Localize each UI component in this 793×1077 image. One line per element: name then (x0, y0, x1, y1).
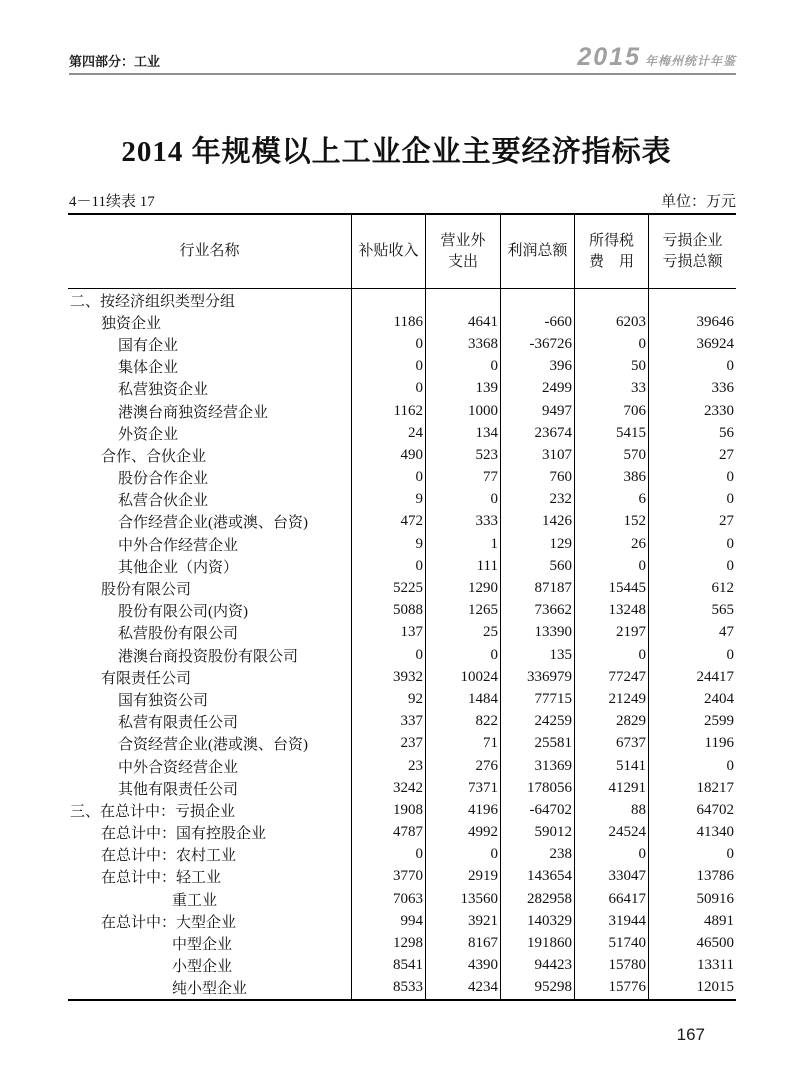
value-cell: 50916 (648, 888, 736, 910)
value-cell: 4390 (425, 955, 500, 977)
industry-name-cell: 在总计中：国有控股企业 (101, 826, 267, 843)
industry-name-cell: 中型企业 (172, 937, 233, 954)
value-cell: 0 (351, 844, 425, 866)
value-cell: 27 (648, 444, 736, 466)
value-cell: 13560 (425, 888, 500, 910)
industry-name-cell: 中外合作经营企业 (118, 537, 239, 554)
value-cell: 25 (425, 622, 500, 644)
value-cell: 1 (425, 533, 500, 555)
value-cell: 0 (574, 644, 648, 666)
value-cell: 15445 (574, 577, 648, 599)
table-row (68, 577, 736, 599)
value-cell: 0 (351, 555, 425, 577)
table-row (68, 600, 736, 622)
table-row (68, 866, 736, 888)
industry-name-cell: 其他有限责任公司 (118, 781, 239, 798)
value-cell: 4196 (425, 799, 500, 821)
value-cell: 0 (351, 333, 425, 355)
table-row (68, 844, 736, 866)
value-cell: 33047 (574, 866, 648, 888)
value-cell: 15776 (574, 977, 648, 999)
value-cell: 51740 (574, 932, 648, 954)
industry-name-cell: 国有独资公司 (118, 692, 209, 709)
value-cell: 3242 (351, 777, 425, 799)
value-cell: 0 (574, 844, 648, 866)
industry-name-cell: 股份有限公司(内资) (118, 604, 248, 621)
value-cell (574, 289, 648, 311)
value-cell: 8533 (351, 977, 425, 999)
value-cell: 4891 (648, 910, 736, 932)
value-cell: 0 (351, 644, 425, 666)
value-cell: 71 (425, 733, 500, 755)
industry-name-cell: 在总计中：农村工业 (101, 848, 237, 865)
table-row (68, 356, 736, 378)
value-cell: 6 (574, 489, 648, 511)
value-cell: 39646 (648, 311, 736, 333)
value-cell: 2829 (574, 711, 648, 733)
col-header-loss-amount: 亏损企业 亏损总额 (648, 215, 736, 288)
value-cell: 3770 (351, 866, 425, 888)
table-row (68, 910, 736, 932)
value-cell: 0 (648, 844, 736, 866)
value-cell: 31944 (574, 910, 648, 932)
value-cell: 5141 (574, 755, 648, 777)
value-cell: 396 (500, 356, 574, 378)
value-cell: 237 (351, 733, 425, 755)
value-cell: 135 (500, 644, 574, 666)
value-cell: 36924 (648, 333, 736, 355)
value-cell: 0 (425, 356, 500, 378)
logo-year: 2015 (577, 43, 641, 71)
value-cell: 4641 (425, 311, 500, 333)
value-cell: 0 (425, 844, 500, 866)
value-cell: 140329 (500, 910, 574, 932)
industry-name-cell: 二、按经济组织类型分组 (70, 293, 236, 310)
logo-suffix: 年梅州统计年鉴 (644, 54, 736, 68)
value-cell: 77 (425, 467, 500, 489)
table-row (68, 555, 736, 577)
value-cell: 50 (574, 356, 648, 378)
industry-name-cell: 合作经营企业(港或澳、台资) (118, 515, 308, 532)
value-cell: 2499 (500, 378, 574, 400)
value-cell: 0 (351, 467, 425, 489)
table-row (68, 511, 736, 533)
value-cell: 64702 (648, 799, 736, 821)
value-cell: 7371 (425, 777, 500, 799)
value-cell: 276 (425, 755, 500, 777)
value-cell: 0 (351, 378, 425, 400)
value-cell: 822 (425, 711, 500, 733)
value-cell: 111 (425, 555, 500, 577)
value-cell: 56 (648, 422, 736, 444)
value-cell: 1426 (500, 511, 574, 533)
industry-name-cell: 独资企业 (101, 315, 162, 332)
value-cell: 0 (648, 356, 736, 378)
value-cell: 9497 (500, 400, 574, 422)
value-cell: 27 (648, 511, 736, 533)
value-cell: 5088 (351, 600, 425, 622)
value-cell: 336979 (500, 666, 574, 688)
industry-name-cell: 中外合资经营企业 (118, 759, 239, 776)
value-cell: 0 (648, 533, 736, 555)
value-cell: 2197 (574, 622, 648, 644)
value-cell: 33 (574, 378, 648, 400)
value-cell: 2919 (425, 866, 500, 888)
value-cell: 13311 (648, 955, 736, 977)
value-cell: 95298 (500, 977, 574, 999)
value-cell: 3368 (425, 333, 500, 355)
value-cell: 46500 (648, 932, 736, 954)
value-cell: 73662 (500, 600, 574, 622)
unit-label: 单位：万元 (660, 194, 736, 210)
value-cell: 232 (500, 489, 574, 511)
value-cell: 0 (425, 644, 500, 666)
col-header-subsidy-income: 补贴收入 (351, 215, 425, 288)
value-cell: 13786 (648, 866, 736, 888)
industry-name-cell: 私营有限责任公司 (118, 715, 239, 732)
value-cell: 31369 (500, 755, 574, 777)
industry-name-cell: 股份合作企业 (118, 471, 209, 488)
table-body (68, 289, 736, 999)
table-row (68, 422, 736, 444)
value-cell: 24417 (648, 666, 736, 688)
value-cell: 9 (351, 489, 425, 511)
industry-name-cell: 私营股份有限公司 (118, 626, 239, 643)
value-cell: 41291 (574, 777, 648, 799)
value-cell: 139 (425, 378, 500, 400)
value-cell: 3107 (500, 444, 574, 466)
value-cell: 0 (648, 489, 736, 511)
value-cell: 1298 (351, 932, 425, 954)
value-cell: 0 (648, 467, 736, 489)
table-row (68, 444, 736, 466)
industry-name-cell: 在总计中：大型企业 (101, 914, 237, 931)
table-row (68, 711, 736, 733)
value-cell: 337 (351, 711, 425, 733)
value-cell: 0 (648, 644, 736, 666)
value-cell (648, 289, 736, 311)
value-cell: 7063 (351, 888, 425, 910)
industry-name-cell: 集体企业 (118, 360, 179, 377)
value-cell: 21249 (574, 688, 648, 710)
table-row (68, 289, 736, 311)
value-cell: 612 (648, 577, 736, 599)
value-cell: 4234 (425, 977, 500, 999)
value-cell: 1162 (351, 400, 425, 422)
industry-name-cell: 重工业 (172, 892, 218, 909)
value-cell: 0 (351, 356, 425, 378)
value-cell: 94423 (500, 955, 574, 977)
col-header-industry-name: 行业名称 (179, 243, 240, 259)
table-row (68, 467, 736, 489)
industry-name-cell: 其他企业（内资） (118, 559, 239, 576)
table-row (68, 311, 736, 333)
value-cell: 23 (351, 755, 425, 777)
value-cell: 143654 (500, 866, 574, 888)
value-cell: 1265 (425, 600, 500, 622)
value-cell: 2404 (648, 688, 736, 710)
section-label: 第四部分：工业 (69, 54, 161, 69)
table-row (68, 755, 736, 777)
value-cell: 134 (425, 422, 500, 444)
value-cell: 333 (425, 511, 500, 533)
value-cell: 6203 (574, 311, 648, 333)
industry-name-cell: 合资经营企业(港或澳、台资) (118, 737, 308, 754)
table-row (68, 622, 736, 644)
value-cell (425, 289, 500, 311)
industry-name-cell: 国有企业 (118, 337, 179, 354)
table-row (68, 533, 736, 555)
industry-name-cell: 合作、合伙企业 (101, 448, 207, 465)
value-cell: 25581 (500, 733, 574, 755)
value-cell: -64702 (500, 799, 574, 821)
value-cell: 490 (351, 444, 425, 466)
page-header (69, 40, 736, 75)
value-cell: 8541 (351, 955, 425, 977)
value-cell: 238 (500, 844, 574, 866)
value-cell: 570 (574, 444, 648, 466)
value-cell: 560 (500, 555, 574, 577)
value-cell: 26 (574, 533, 648, 555)
table-row (68, 977, 736, 999)
value-cell (500, 289, 574, 311)
value-cell: 3921 (425, 910, 500, 932)
value-cell: 5225 (351, 577, 425, 599)
value-cell: 59012 (500, 822, 574, 844)
value-cell (351, 289, 425, 311)
industry-name-cell: 港澳台商投资股份有限公司 (118, 648, 299, 665)
table-row (68, 733, 736, 755)
value-cell: 2330 (648, 400, 736, 422)
value-cell: 15780 (574, 955, 648, 977)
industry-name-cell: 小型企业 (172, 959, 233, 976)
table-row (68, 822, 736, 844)
table-row (68, 644, 736, 666)
value-cell: 0 (648, 555, 736, 577)
value-cell: 23674 (500, 422, 574, 444)
value-cell: 2599 (648, 711, 736, 733)
table-row (68, 400, 736, 422)
value-cell: 565 (648, 600, 736, 622)
table-row (68, 932, 736, 954)
table-row (68, 799, 736, 821)
table-row (68, 378, 736, 400)
value-cell: 24524 (574, 822, 648, 844)
value-cell: 47 (648, 622, 736, 644)
value-cell: 13390 (500, 622, 574, 644)
value-cell: 6737 (574, 733, 648, 755)
value-cell: 472 (351, 511, 425, 533)
value-cell: 137 (351, 622, 425, 644)
value-cell: 5415 (574, 422, 648, 444)
value-cell: 0 (574, 333, 648, 355)
value-cell: 1290 (425, 577, 500, 599)
value-cell: 706 (574, 400, 648, 422)
col-header-total-profit: 利润总额 (500, 215, 574, 288)
value-cell: 4787 (351, 822, 425, 844)
value-cell: 1908 (351, 799, 425, 821)
value-cell: 13248 (574, 600, 648, 622)
value-cell: 0 (574, 555, 648, 577)
indicators-table (68, 213, 736, 1001)
value-cell: 41340 (648, 822, 736, 844)
table-row (68, 955, 736, 977)
industry-name-cell: 三、在总计中：亏损企业 (70, 803, 236, 820)
value-cell: -36726 (500, 333, 574, 355)
yearbook-logo (577, 45, 736, 70)
value-cell: 386 (574, 467, 648, 489)
value-cell: 523 (425, 444, 500, 466)
industry-name-cell: 在总计中：轻工业 (101, 870, 222, 887)
industry-name-cell: 私营独资企业 (118, 382, 209, 399)
value-cell: 336 (648, 378, 736, 400)
table-row (68, 777, 736, 799)
value-cell: 3932 (351, 666, 425, 688)
table-row (68, 666, 736, 688)
col-header-nonoperating-expense: 营业外 支出 (425, 215, 500, 288)
industry-name-cell: 港澳台商独资经营企业 (118, 404, 269, 421)
value-cell: 24 (351, 422, 425, 444)
value-cell: 9 (351, 533, 425, 555)
value-cell: 282958 (500, 888, 574, 910)
value-cell: 994 (351, 910, 425, 932)
table-continuation-label: 4－11续表 17 (69, 194, 155, 210)
value-cell: 1000 (425, 400, 500, 422)
value-cell: 12015 (648, 977, 736, 999)
value-cell: 1484 (425, 688, 500, 710)
value-cell: 87187 (500, 577, 574, 599)
value-cell: 1196 (648, 733, 736, 755)
value-cell: 129 (500, 533, 574, 555)
table-row (68, 688, 736, 710)
value-cell: 88 (574, 799, 648, 821)
value-cell: 77247 (574, 666, 648, 688)
industry-name-cell: 股份有限公司 (101, 582, 192, 599)
value-cell: 152 (574, 511, 648, 533)
industry-name-cell: 私营合伙企业 (118, 493, 209, 510)
value-cell: -660 (500, 311, 574, 333)
value-cell: 18217 (648, 777, 736, 799)
page-title: 2014 年规模以上工业企业主要经济指标表 (121, 136, 672, 168)
value-cell: 191860 (500, 932, 574, 954)
page-number: 167 (676, 1025, 705, 1044)
table-row (68, 888, 736, 910)
value-cell: 77715 (500, 688, 574, 710)
value-cell: 8167 (425, 932, 500, 954)
value-cell: 0 (648, 755, 736, 777)
table-row (68, 489, 736, 511)
value-cell: 0 (425, 489, 500, 511)
value-cell: 10024 (425, 666, 500, 688)
value-cell: 178056 (500, 777, 574, 799)
industry-name-cell: 外资企业 (118, 426, 179, 443)
industry-name-cell: 纯小型企业 (172, 981, 248, 998)
industry-name-cell: 有限责任公司 (101, 670, 192, 687)
value-cell: 760 (500, 467, 574, 489)
value-cell: 92 (351, 688, 425, 710)
value-cell: 24259 (500, 711, 574, 733)
table-meta (69, 190, 736, 211)
table-row (68, 333, 736, 355)
table-header-row (68, 215, 736, 289)
value-cell: 1186 (351, 311, 425, 333)
value-cell: 66417 (574, 888, 648, 910)
value-cell: 4992 (425, 822, 500, 844)
col-header-income-tax: 所得税 费 用 (574, 215, 648, 288)
